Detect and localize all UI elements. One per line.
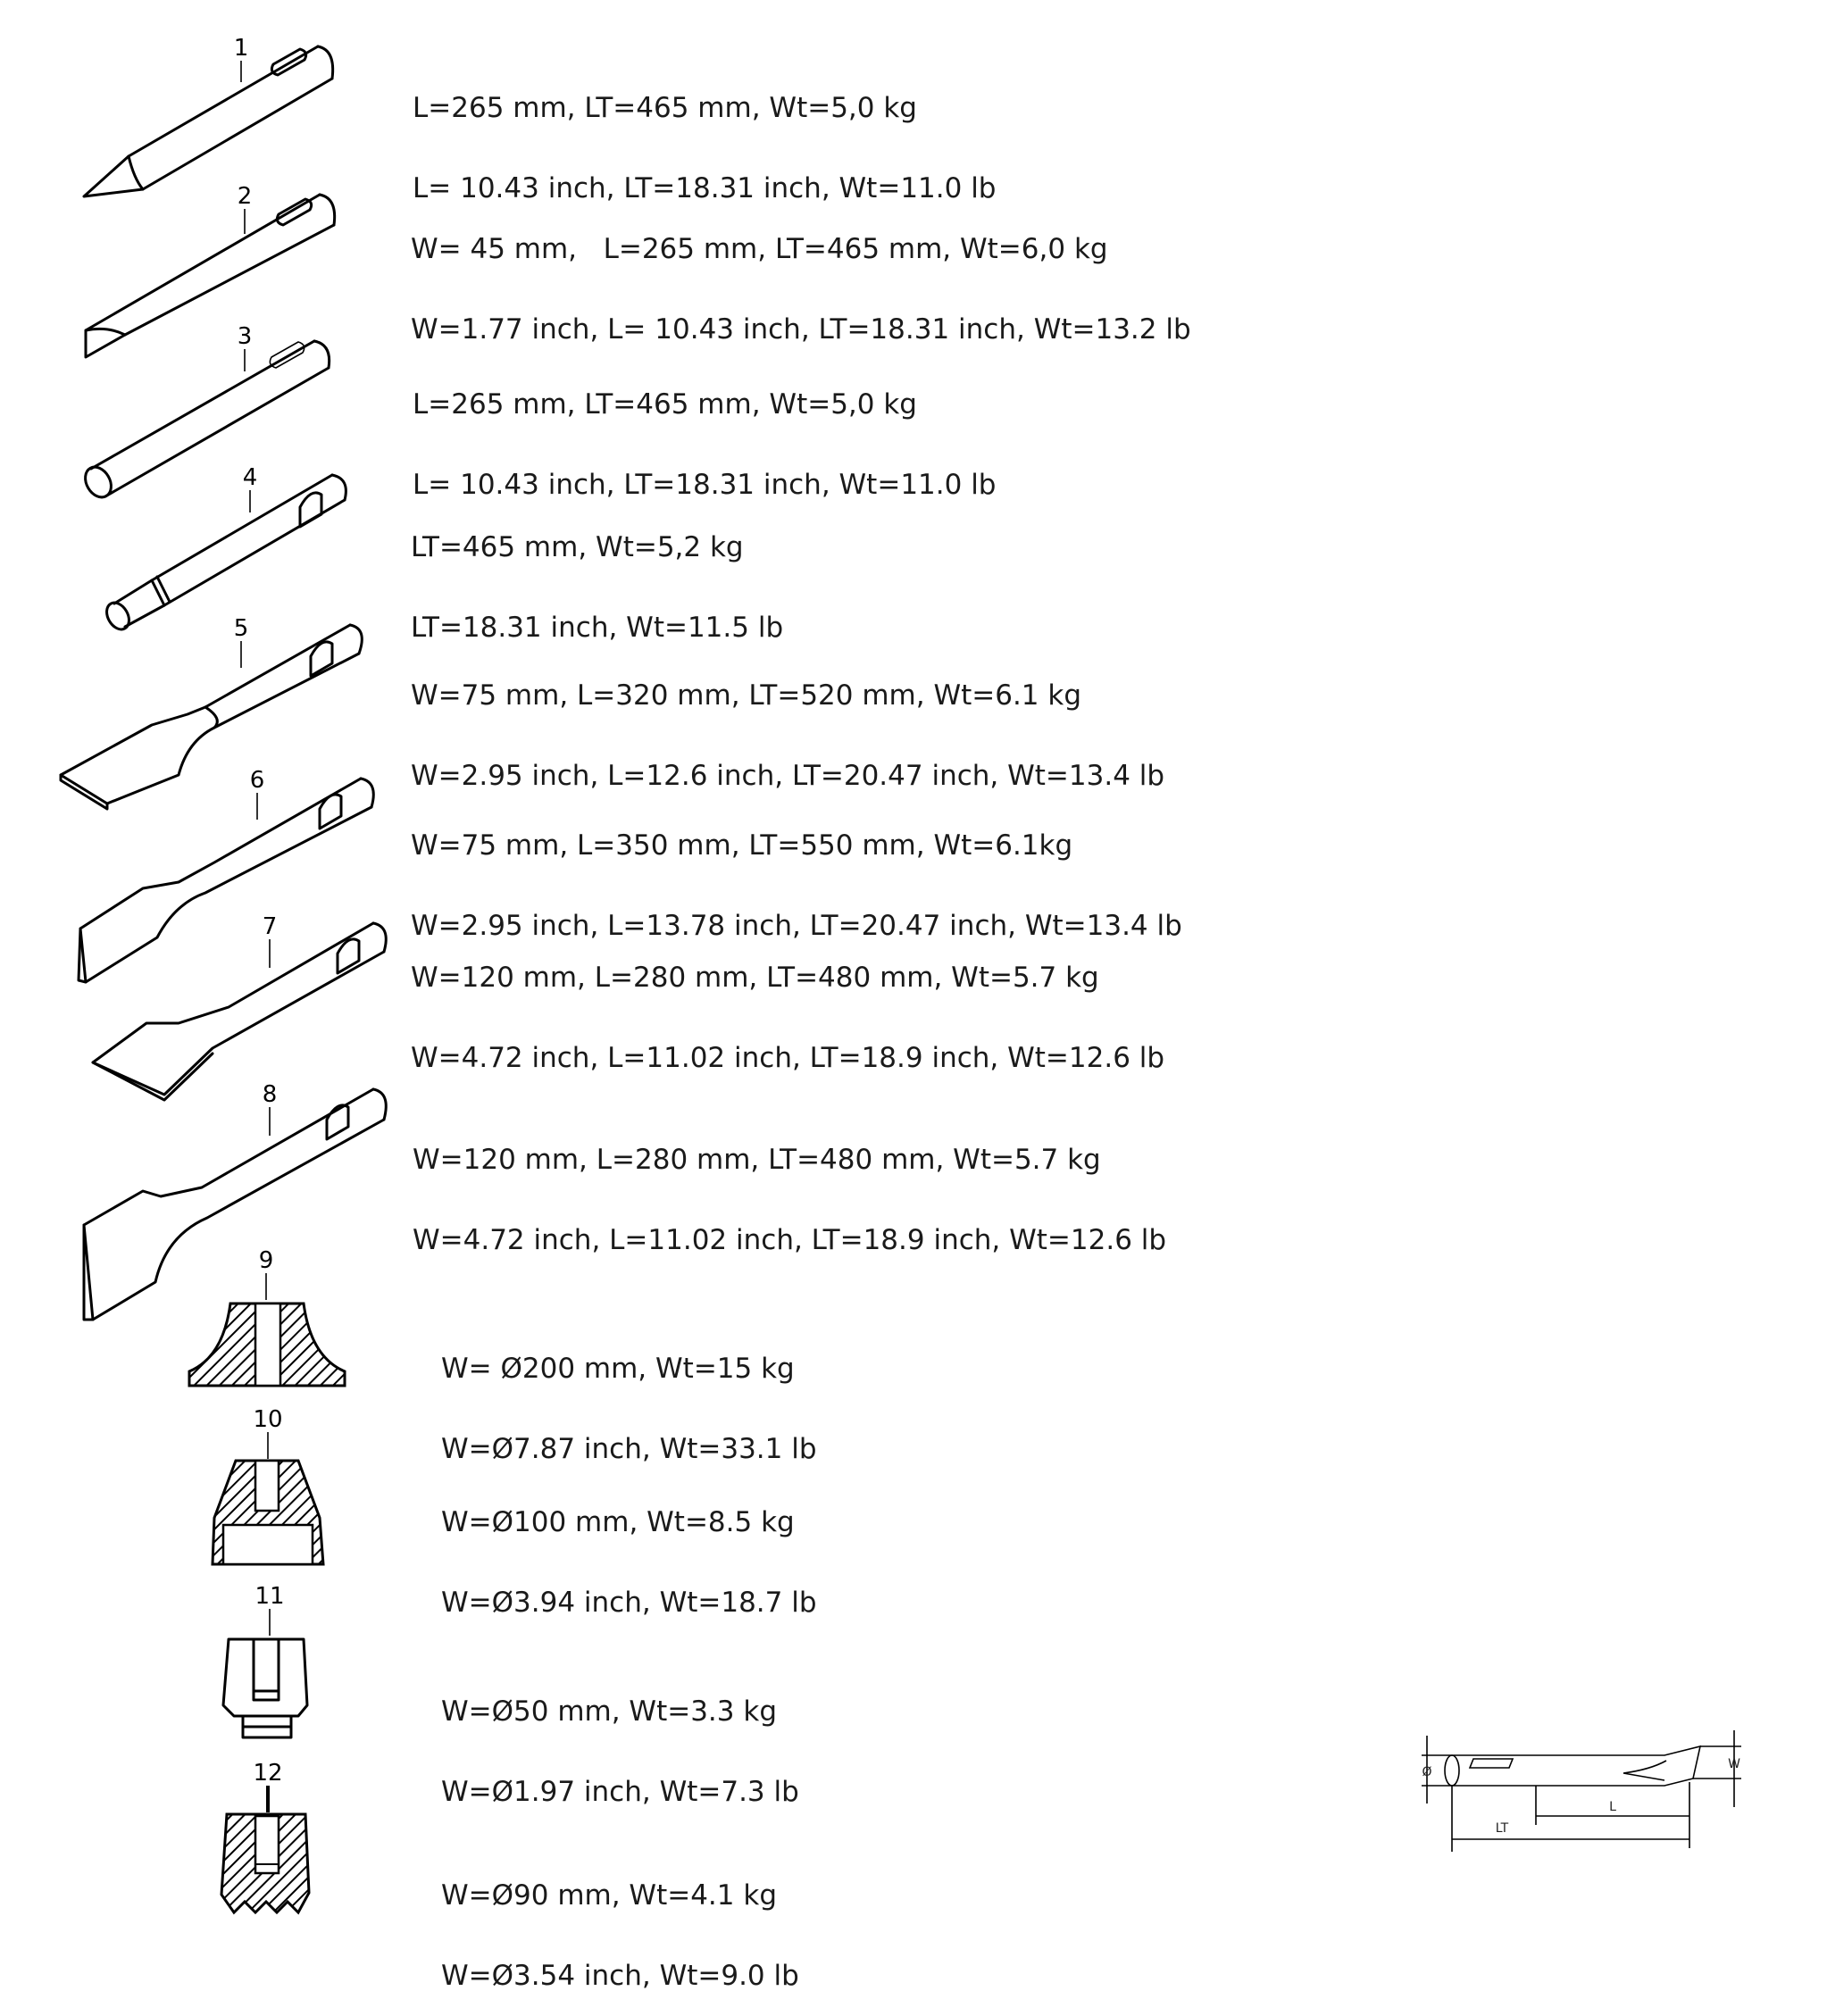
- tool-9-drawing: [189, 1247, 345, 1386]
- tool-2-number: 2: [237, 183, 253, 210]
- tool-5-spec-imperial: W=2.95 inch, L=12.6 inch, LT=20.47 inch, Wt=13.4 lb: [411, 760, 1165, 792]
- tool-8-specs: [413, 1093, 1166, 1280]
- tool-6-number: 6: [249, 767, 265, 794]
- tool-10-spec-metric: W=Ø100 mm, Wt=8.5 kg: [441, 1506, 795, 1538]
- tool-3-number: 3: [237, 323, 253, 350]
- tool-11-drawing: [223, 1583, 307, 1737]
- tool-5-spec-metric: W=75 mm, L=320 mm, LT=520 mm, Wt=6.1 kg: [411, 679, 1082, 712]
- tool-7-drawing: [93, 913, 386, 1100]
- tool-5-number: 5: [233, 615, 249, 642]
- tool-7-specs: [411, 911, 1164, 1098]
- dimension-width-label: W: [1728, 1757, 1740, 1771]
- dimension-total-length-label: LT: [1495, 1821, 1509, 1836]
- tool-2-drawing: [86, 183, 335, 357]
- tool-5-drawing: [61, 615, 362, 809]
- tool-10-number: 10: [253, 1406, 283, 1433]
- tool-10-spec-imperial: W=Ø3.94 inch, Wt=18.7 lb: [441, 1587, 817, 1619]
- tool-1-spec-metric: L=265 mm, LT=465 mm, Wt=5,0 kg: [413, 92, 917, 124]
- dimension-diameter-label: Ø: [1422, 1765, 1432, 1779]
- tool-11-spec-imperial: W=Ø1.97 inch, Wt=7.3 lb: [441, 1776, 799, 1808]
- tool-12-spec-imperial: W=Ø3.54 inch, Wt=9.0 lb: [441, 1960, 799, 1992]
- tool-3-spec-imperial: L= 10.43 inch, LT=18.31 inch, Wt=11.0 lb: [413, 469, 997, 501]
- tool-7-spec-imperial: W=4.72 inch, L=11.02 inch, LT=18.9 inch, Wt=12.6 lb: [411, 1042, 1165, 1074]
- tool-12-spec-metric: W=Ø90 mm, Wt=4.1 kg: [441, 1879, 777, 1912]
- tool-2-spec-metric: W= 45 mm, L=265 mm, LT=465 mm, Wt=6,0 kg: [411, 233, 1108, 265]
- tool-6-spec-metric: W=75 mm, L=350 mm, LT=550 mm, Wt=6.1kg: [411, 829, 1073, 862]
- tool-4-number: 4: [242, 464, 258, 491]
- tool-8-number: 8: [262, 1081, 278, 1108]
- tool-9-spec-imperial: W=Ø7.87 inch, Wt=33.1 lb: [441, 1433, 817, 1465]
- tool-12-number: 12: [253, 1760, 283, 1787]
- tool-8-spec-imperial: W=4.72 inch, L=11.02 inch, LT=18.9 inch, Wt=12.6 lb: [413, 1224, 1167, 1256]
- tool-7-number: 7: [262, 913, 278, 940]
- tool-4-drawing: [102, 464, 346, 633]
- tool-7-spec-metric: W=120 mm, L=280 mm, LT=480 mm, Wt=5.7 kg: [411, 962, 1099, 994]
- tool-10-specs: [441, 1455, 817, 1643]
- tool-9-spec-metric: W= Ø200 mm, Wt=15 kg: [441, 1353, 795, 1385]
- tool-11-specs: [441, 1645, 799, 1832]
- tool-11-spec-metric: W=Ø50 mm, Wt=3.3 kg: [441, 1695, 777, 1728]
- tool-1-number: 1: [233, 35, 249, 62]
- tool-12-specs: [441, 1829, 799, 2016]
- tool-9-number: 9: [258, 1247, 274, 1274]
- tool-3-drawing: [80, 323, 330, 502]
- tool-1-drawing: [84, 35, 333, 196]
- tool-4-spec-imperial: LT=18.31 inch, Wt=11.5 lb: [411, 612, 784, 644]
- tool-11-number: 11: [254, 1583, 285, 1610]
- tool-12-drawing: [221, 1760, 309, 1912]
- tool-6-spec-imperial: W=2.95 inch, L=13.78 inch, LT=20.47 inch, Wt=13.4 lb: [411, 910, 1182, 942]
- dimension-key-diagram: [1422, 1730, 1741, 1852]
- tool-2-spec-imperial: W=1.77 inch, L= 10.43 inch, LT=18.31 inch, Wt=13.2 lb: [411, 313, 1191, 346]
- tool-1-spec-imperial: L= 10.43 inch, LT=18.31 inch, Wt=11.0 lb: [413, 172, 997, 204]
- tool-8-spec-metric: W=120 mm, L=280 mm, LT=480 mm, Wt=5.7 kg: [413, 1144, 1101, 1176]
- tool-10-drawing: [213, 1406, 323, 1564]
- tool-3-spec-metric: L=265 mm, LT=465 mm, Wt=5,0 kg: [413, 388, 917, 421]
- tool-8-drawing: [84, 1081, 386, 1320]
- dimension-length-label: L: [1609, 1800, 1616, 1814]
- tool-4-spec-metric: LT=465 mm, Wt=5,2 kg: [411, 531, 744, 563]
